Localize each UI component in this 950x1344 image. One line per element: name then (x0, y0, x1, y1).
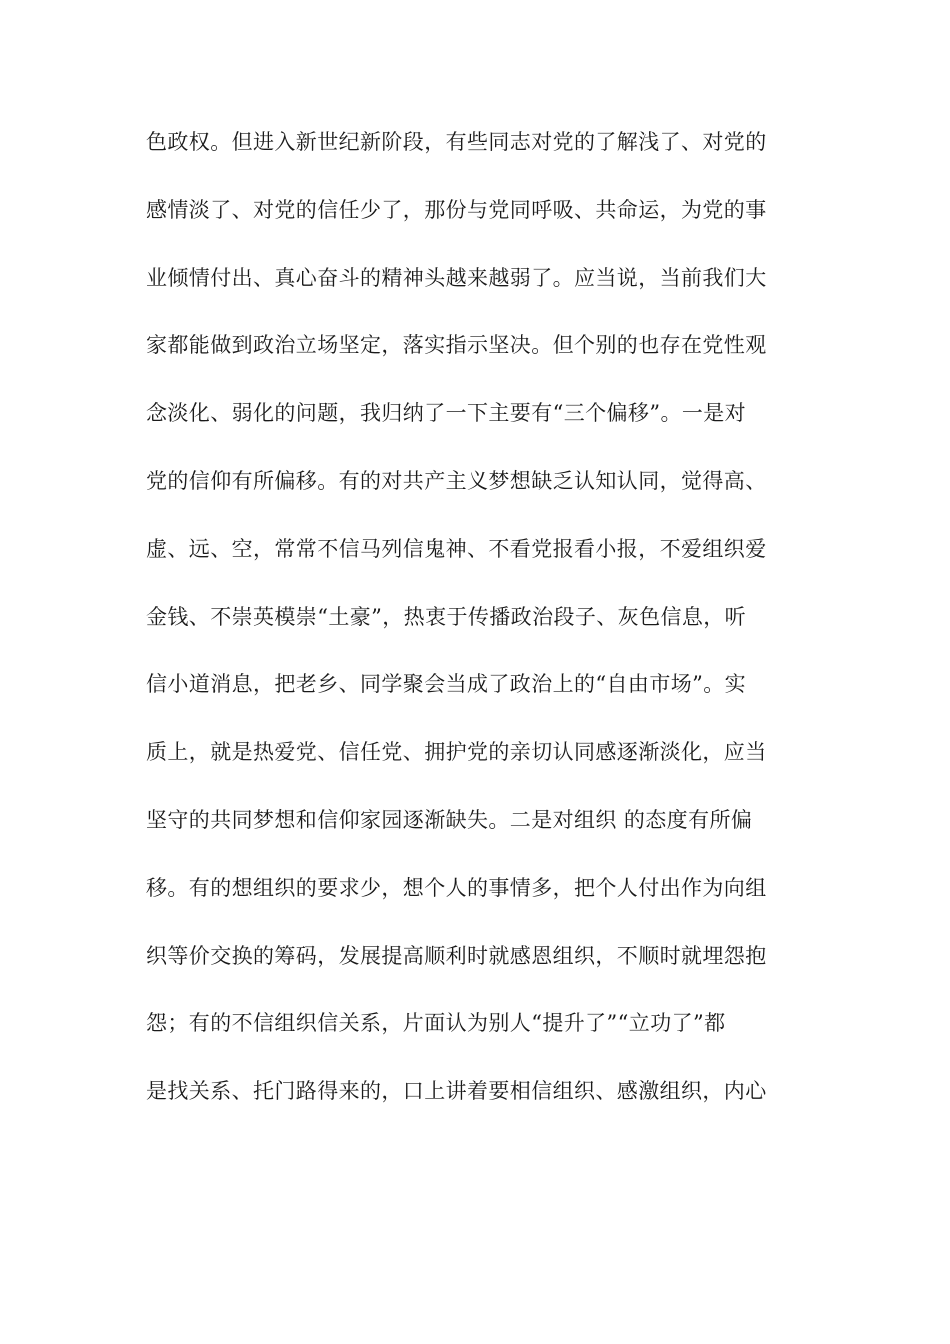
text-line: 坚守的共同梦想和信仰家园逐渐缺失。二是对组织 的态度有所偏 (146, 807, 753, 832)
text-line: 感情淡了、对党的信任少了，那份与党同呼吸、共命运，为党的事 (146, 197, 767, 222)
text-line: 信小道消息，把老乡、同学聚会当成了政治上的“自由市场”。实 (146, 672, 747, 697)
text-line: 移。有的想组织的要求少，想个人的事情多，把个人付出作为向组 (146, 875, 767, 900)
body-text (146, 130, 796, 1147)
text-line: 业倾情付出、真心奋斗的精神头越来越弱了。应当说，当前我们大 (146, 265, 767, 290)
text-line: 念淡化、弱化的问题，我归纳了一下主要有“三个偏移”。一是对 (146, 401, 747, 426)
text-line: 织等价交换的筹码，发展提高顺利时就感恩组织，不顺时就埋怨抱 (146, 943, 767, 968)
text-line: 家都能做到政治立场坚定，落实指示坚决。但个别的也存在党性观 (146, 333, 767, 358)
text-line: 色政权。但进入新世纪新阶段，有些同志对党的了解浅了、对党的 (146, 130, 767, 154)
text-line: 质上，就是热爱党、信任党、拥护党的亲切认同感逐渐淡化，应当 (146, 740, 767, 765)
text-line: 党的信仰有所偏移。有的对共产主义梦想缺乏认知认同，觉得高、 (146, 468, 767, 493)
text-line: 虚、远、空，常常不信马列信鬼神、不看党报看小报，不爱组织爱 (146, 536, 767, 561)
text-line: 金钱、不崇英模崇“土豪”，热衷于传播政治段子、灰色信息，听 (146, 604, 747, 629)
text-line: 怨；有的不信组织信关系，片面认为别人“提升了”“立功了”都 (146, 1011, 726, 1036)
text-line: 是找关系、托门路得来的，口上讲着要相信组织、感激组织，内心 (146, 1079, 767, 1104)
